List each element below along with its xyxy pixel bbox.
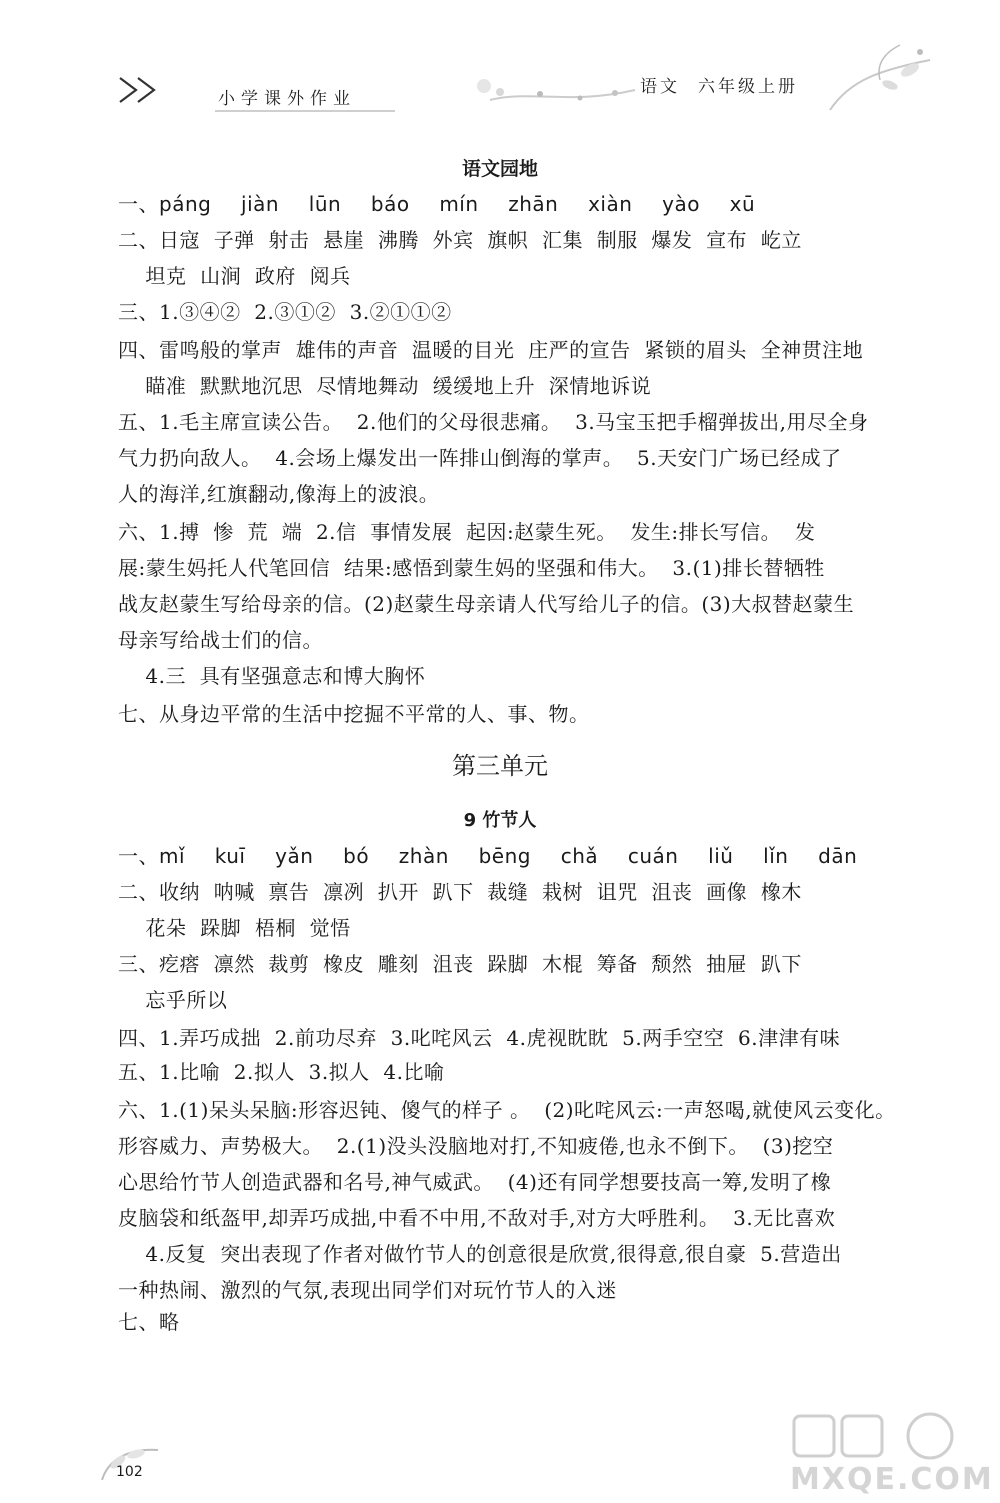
page-number: 102 bbox=[116, 1464, 143, 1480]
answer-line: 坦克 山涧 政府 阅兵 bbox=[118, 264, 351, 288]
answer-line: 三、1.③④② 2.③①② 3.②①①② bbox=[118, 300, 452, 324]
answer-line: 母亲写给战士们的信。 bbox=[118, 628, 323, 652]
unit-title: 第三单元 bbox=[452, 752, 548, 780]
answer-line: 二、收纳 呐喊 禀告 凛冽 扒开 趴下 裁缝 栽树 诅咒 沮丧 画像 橡木 bbox=[118, 880, 802, 904]
watermark-logo-icon bbox=[790, 1410, 980, 1466]
answer-line: 4.三 具有坚强意志和博大胸怀 bbox=[118, 664, 426, 688]
grade-label: 六年级上册 bbox=[698, 77, 798, 97]
answer-line: 五、1.毛主席宣读公告。 2.他们的父母很悲痛。 3.马宝玉把手榴弹拔出,用尽全身 bbox=[118, 410, 869, 434]
watermark bbox=[790, 1410, 994, 1500]
answer-line: 二、日寇 子弹 射击 悬崖 沸腾 外宾 旗帜 汇集 制服 爆发 宣布 屹立 bbox=[118, 228, 802, 252]
answer-line: 战友赵蒙生写给母亲的信。(2)赵蒙生母亲请人代写给儿子的信。(3)大叔替赵蒙生 bbox=[118, 592, 855, 616]
answer-line: 气力扔向敌人。 4.会场上爆发出一阵排山倒海的掌声。 5.天安门广场已经成了 bbox=[118, 446, 842, 470]
double-chevron-icon bbox=[118, 72, 168, 108]
section-title: 语文园地 bbox=[461, 158, 538, 180]
answer-line: 形容威力、声势极大。 2.(1)没头没脑地对打,不知疲倦,也永不倒下。 (3)挖空 bbox=[118, 1134, 834, 1158]
answer-line: 心思给竹节人创造武器和名号,神气威武。 (4)还有同学想要技高一筹,发明了橡 bbox=[118, 1170, 832, 1194]
answer-line: 展:蒙生妈托人代笔回信 结果:感悟到蒙生妈的坚强和伟大。 3.(1)排长替牺牲 bbox=[118, 556, 825, 580]
answer-line: 人的海洋,红旗翻动,像海上的波浪。 bbox=[118, 482, 440, 506]
flower-decoration-icon bbox=[820, 40, 940, 130]
vine-decoration-icon bbox=[470, 60, 640, 120]
answer-line: 六、1.搏 惨 荒 端 2.信 事情发展 起因:赵蒙生死。 发生:排长写信。 发 bbox=[118, 520, 816, 544]
answer-line: 一、mǐ kuī yǎn bó zhàn bēng chǎ cuán liǔ lǐn dān bbox=[118, 844, 858, 868]
subject-label bbox=[640, 72, 816, 97]
answer-line: 三、疙瘩 凛然 裁剪 橡皮 雕刻 沮丧 跺脚 木棍 筹备 颓然 抽屉 趴下 bbox=[118, 952, 802, 976]
answer-line: 六、1.(1)呆头呆脑:形容迟钝、傻气的样子 。 (2)叱咤风云:一声怒喝,就使风云变化。 bbox=[118, 1098, 896, 1122]
answer-line: 皮脑袋和纸盔甲,却弄巧成拙,中看不中用,不敌对手,对方大呼胜利。 3.无比喜欢 bbox=[118, 1206, 836, 1230]
answer-line: 七、从身边平常的生活中挖掘不平常的人、事、物。 bbox=[118, 702, 590, 726]
book-title: 小学课外作业 bbox=[218, 89, 356, 109]
answer-line: 忘乎所以 bbox=[118, 988, 228, 1012]
header-divider bbox=[215, 110, 395, 112]
subject-name: 语文 bbox=[640, 77, 680, 97]
answer-line: 五、1.比喻 2.拟人 3.拟人 4.比喻 bbox=[118, 1060, 445, 1084]
answer-line: 四、雷鸣般的掌声 雄伟的声音 温暖的目光 庄严的宣告 紧锁的眉头 全神贯注地 bbox=[118, 338, 864, 362]
answer-line: 瞄准 默默地沉思 尽情地舞动 缓缓地上升 深情地诉说 bbox=[118, 374, 652, 398]
answer-line: 花朵 跺脚 梧桐 觉悟 bbox=[118, 916, 351, 940]
answer-line: 七、略 bbox=[118, 1310, 180, 1334]
answer-line: 4.反复 突出表现了作者对做竹节人的创意很是欣赏,很得意,很自豪 5.营造出 bbox=[118, 1242, 842, 1266]
page-number-badge bbox=[98, 1440, 168, 1494]
watermark-text: MXQE.COM bbox=[790, 1462, 994, 1497]
page-header bbox=[0, 0, 1000, 140]
answer-line: 一、páng jiàn lūn báo mín zhān xiàn yào xū bbox=[118, 192, 756, 216]
answer-line: 一种热闹、激烈的气氛,表现出同学们对玩竹节人的入迷 bbox=[118, 1278, 617, 1302]
answer-line: 四、1.弄巧成拙 2.前功尽弃 3.叱咤风云 4.虎视眈眈 5.两手空空 6.津津有味 bbox=[118, 1026, 841, 1050]
lesson-title: 9 竹节人 bbox=[463, 810, 537, 831]
